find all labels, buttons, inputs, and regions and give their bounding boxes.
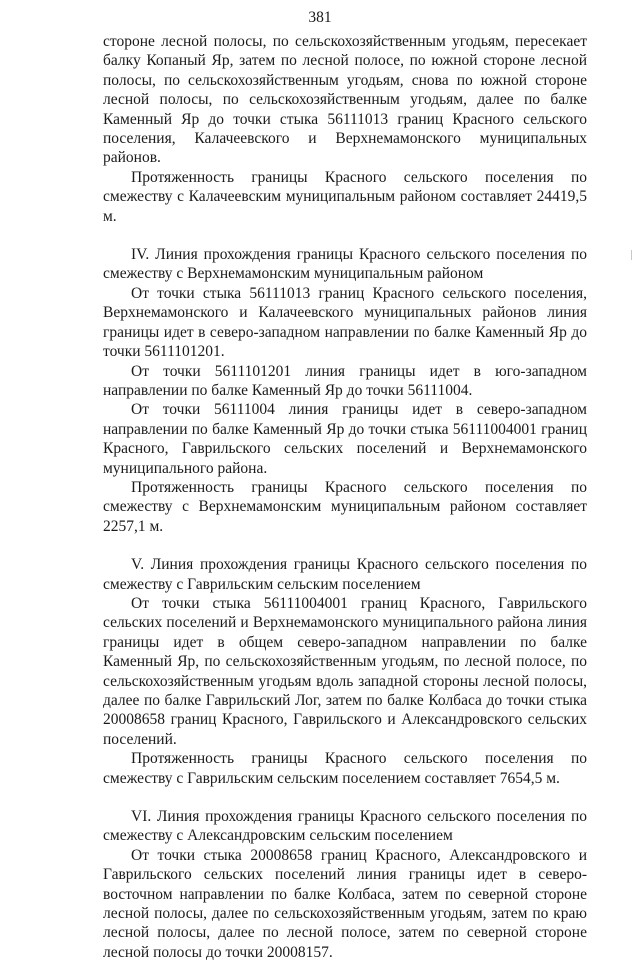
paragraph-length-gavrilsky: Протяженность границы Красного сельского поселения по смежеству с Гаврильским сельским поселением составляет 7654,5 м. xyxy=(103,750,587,787)
paragraph: От точки стыка 20008658 границ Красного, Александровского и Гаврильского сельских поселений линия границы идет в северо-восточном направлении по балке Колбаса, затем по северной стороне лесной полосы, далее по сельскохозяйственным угодьям, затем по краю лесной полосы, далее по лесной полосе, затем по северной стороне лесной полосы до точки 20008157. xyxy=(103,846,587,961)
section-heading-v: V. Линия прохождения границы Красного сельского поселения по смежеству с Гаврильским сельским поселением xyxy=(103,556,587,593)
paragraph-length-verkhnemamonsky: Протяженность границы Красного сельского поселения по смежеству с Верхнемамонским муниципальным районом составляет 2257,1 м. xyxy=(103,478,587,535)
section-heading-iv: IV. Линия прохождения границы Красного сельского поселения по смежеству с Верхнемамонским муниципальным районом xyxy=(103,246,587,283)
paragraph-length-kalacheevsky: Протяженность границы Красного сельского поселения по смежеству с Калачеевским муниципальным районом составляет 24419,5 м. xyxy=(103,168,587,225)
paragraph: От точки 56111004 линия границы идет в северо-западном направлении по балке Каменный Яр до точки стыка 56111004001 границ Красного, Гаврильского сельских поселений и Верхнемамонского муниципального района. xyxy=(103,401,587,477)
scan-artifact xyxy=(631,250,632,260)
paragraph-continuation: стороне лесной полосы, по сельскохозяйственным угодьям, пересекает балку Копаный Яр, затем по лесной полосе, по южной стороне лесной полосы, по сельскохозяйственным угодьям, снова по южной стороне лесной полосы, по сельскохозяйственным угодьям, далее по балке Каменный Яр до точки стыка 56111013 границ Красного сельского поселения, Калачеевского и Верхнемамонского муниципальных районов. xyxy=(103,33,587,167)
paragraph: От точки стыка 56111013 границ Красного сельского поселения, Верхнемамонского и Калачеевского муниципальных районов линия границы идет в северо-западном направлении по балке Каменный Яр до точки 5611101201. xyxy=(103,284,587,361)
document-body xyxy=(103,32,587,962)
paragraph: От точки стыка 56111004001 границ Красного, Гаврильского сельских поселений и Верхнемамонского муниципального района линия границы идет в общем северо-западном направлении по балке Каменный Яр, по сельскохозяйственным угодьям, по лесной полосе, по сельскохозяйственным угодьям вдоль западной стороны лесной полосы, далее по балке Гаврильский Лог, затем по балке Колбаса до точки стыка 20008658 границ Красного, Гаврильского и Александровского сельских поселений. xyxy=(103,594,587,748)
paragraph: От точки 5611101201 линия границы идет в юго-западном направлении по балке Каменный Яр до точки 56111004. xyxy=(103,362,587,399)
section-heading-vi: VI. Линия прохождения границы Красного сельского поселения по смежеству с Александровским сельским поселением xyxy=(103,808,587,845)
page-number: 381 xyxy=(308,9,332,26)
